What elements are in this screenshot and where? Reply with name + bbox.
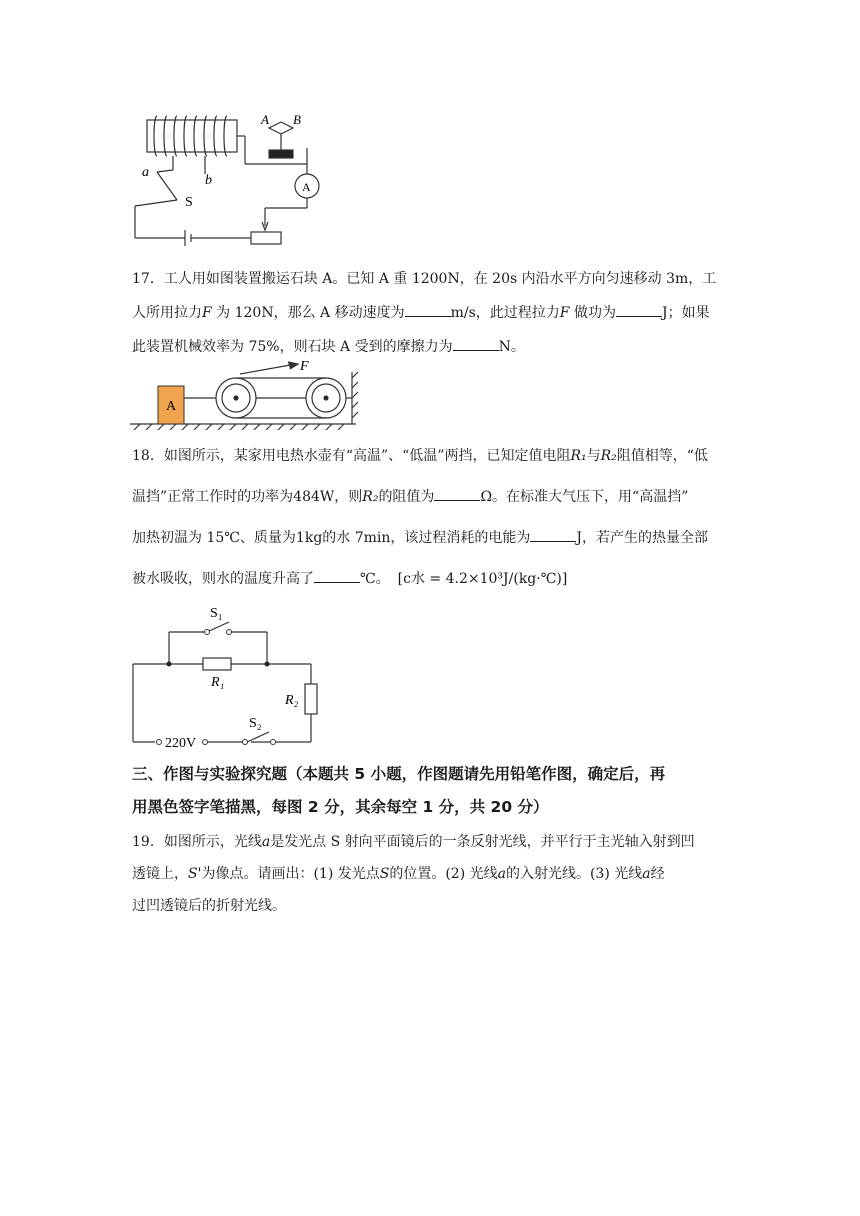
- block-label-A: A: [166, 399, 177, 414]
- q17-line3a: 此装置机械效率为 75%，则石块 A 受到的摩擦力为: [132, 339, 453, 355]
- q19-a: a: [261, 834, 271, 850]
- section-3-line2: 用黑色签字笔描黑，每图 2 分，其余每空 1 分，共 20 分）: [132, 798, 549, 816]
- answer-blank-energy[interactable]: [530, 529, 576, 542]
- rheostat: [251, 232, 281, 244]
- label-b: b: [205, 173, 212, 188]
- section-3-line1: 三、作图与实验探究题（本题共 5 小题，作图题请先用铅笔作图，确定后，再: [132, 765, 666, 783]
- q18-line1b: 与: [586, 448, 601, 464]
- switch-s1: [207, 622, 229, 632]
- iron-block: [269, 150, 293, 158]
- q19-a3: a: [642, 866, 651, 882]
- label-ammeter: A: [302, 180, 311, 194]
- q19-Sprime: S': [188, 866, 202, 882]
- label-A-top: A: [261, 112, 269, 127]
- resistor-r1: [203, 658, 231, 670]
- force-label-F: F: [300, 360, 309, 374]
- q19-line2a: 透镜上，: [132, 866, 188, 882]
- label-s: S: [185, 195, 193, 210]
- switch-s2: [247, 732, 269, 742]
- q18-line1c: 阻值相等，“低: [616, 448, 708, 464]
- label-s1: S₁: [210, 606, 223, 621]
- specific-heat-formula: [c水 = 4.2×10³J/(kg·℃)]: [397, 571, 568, 587]
- question-17: [132, 262, 732, 364]
- q18-line3a: 加热初温为 15℃、质量为1kg的水 7min，该过程消耗的电能为: [132, 530, 531, 546]
- pulley-figure: [130, 360, 370, 430]
- question-19: [132, 826, 732, 922]
- answer-blank-speed[interactable]: [405, 304, 451, 317]
- q17-line2c: m/s，此过程拉力: [450, 305, 560, 321]
- force-arrow: [240, 364, 296, 374]
- answer-blank-work[interactable]: [616, 304, 662, 317]
- q18-R2: R₂: [600, 448, 617, 464]
- q19-line2e: 经: [650, 866, 665, 882]
- label-r1: R₁: [211, 675, 225, 690]
- label-a: a: [142, 165, 149, 180]
- q17-line2e: J；如果: [661, 305, 710, 321]
- q18-line3b: J，若产生的热量全部: [576, 530, 709, 546]
- q18-R1: R₁: [570, 448, 587, 464]
- kettle-circuit-figure: [125, 600, 335, 755]
- q18-line4a: 被水吸收，则水的温度升高了: [132, 571, 314, 587]
- q18-line2c: Ω。在标准大气压下，用“高温挡”: [480, 489, 689, 505]
- q17-F: F: [202, 305, 212, 321]
- q19-line1a: 19．如图所示，光线: [132, 834, 262, 850]
- electromagnet-circuit-figure: [125, 108, 325, 248]
- label-r2: R₂: [285, 693, 299, 708]
- answer-blank-resistance[interactable]: [434, 488, 480, 501]
- section-3-heading: [132, 758, 732, 824]
- q19-S: S: [379, 866, 390, 882]
- answer-blank-friction[interactable]: [453, 338, 499, 351]
- resistor-r2: [305, 684, 317, 714]
- q17-line1: 17．工人用如图装置搬运石块 A。已知 A 重 1200N，在 20s 内沿水平方向匀速移动 3m，工: [132, 271, 717, 287]
- label-s2: S₂: [249, 716, 262, 731]
- q17-line3b: N。: [498, 339, 525, 355]
- q18-line4b: ℃。: [360, 571, 390, 587]
- label-B-top: B: [293, 112, 301, 127]
- q18-line2b: 的阻值为: [378, 489, 435, 505]
- q19-line2d: 的入射光线。(3) 光线: [505, 866, 643, 882]
- q17-line2d: 做功为: [569, 305, 616, 321]
- q19-line1b: 是发光点 S 射向平面镜后的一条反射光线，并平行于主光轴入射到凹: [270, 834, 695, 850]
- switch-s: [157, 172, 177, 200]
- q19-line2c: 的位置。(2) 光线: [389, 866, 498, 882]
- label-220v: 220V: [165, 736, 197, 751]
- question-18: [132, 436, 732, 600]
- q18-line2a: 温挡”正常工作时的功率为484W，则: [132, 489, 363, 505]
- q19-line3: 过凹透镜后的折射光线。: [132, 898, 286, 914]
- q18-R2b: R₂: [362, 489, 379, 505]
- q17-line2b: 为 120N，那么 A 移动速度为: [211, 305, 405, 321]
- answer-blank-temperature[interactable]: [314, 570, 360, 583]
- coil: [154, 116, 227, 156]
- q19-line2b: 为像点。请画出：(1) 发光点: [201, 866, 380, 882]
- q17-F2: F: [559, 305, 570, 321]
- q17-line2a: 人所用拉力: [132, 305, 202, 321]
- q19-a2: a: [497, 866, 506, 882]
- q18-line1a: 18．如图所示，某家用电热水壶有“高温”、“低温”两挡，已知定值电阻: [132, 448, 571, 464]
